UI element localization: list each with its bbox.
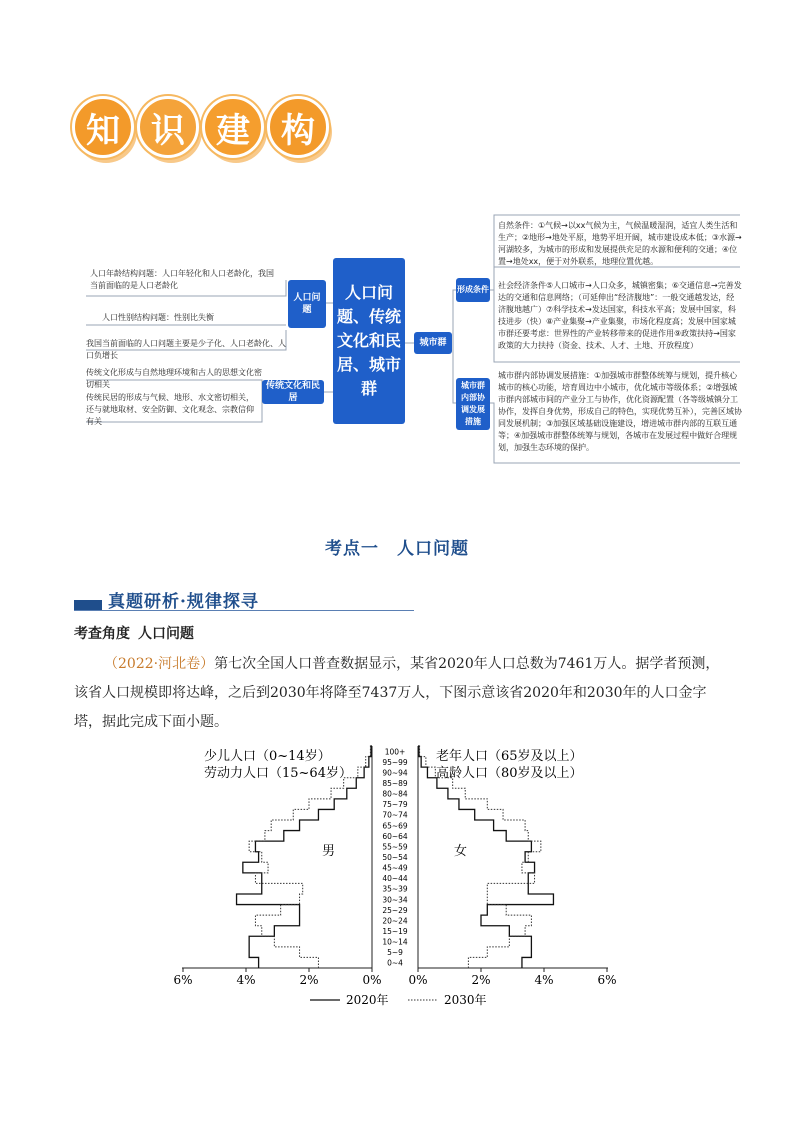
- age-label: 80~84: [382, 789, 408, 799]
- age-label: 40~44: [382, 874, 408, 884]
- kaocha-value: 人口问题: [138, 626, 194, 642]
- mindmap-leaf: 传统文化形成与自然地理环境和古人的思想文化密切相关: [86, 368, 262, 389]
- mindmap-leaf: 人口性别结构问题：性别比失衡: [102, 313, 214, 322]
- section-header-text: 真题研析·规律探寻: [108, 592, 259, 612]
- mindmap-node-coordination: 城市群内部协调发展措施: [456, 378, 490, 430]
- age-label: 60~64: [382, 831, 408, 841]
- banner-char: 构: [267, 96, 329, 158]
- age-label: 70~74: [382, 810, 408, 820]
- age-label: 50~54: [382, 853, 408, 862]
- age-label: 15~19: [382, 927, 408, 936]
- section-header: [74, 592, 414, 611]
- top-left-label: 少儿人口（0~14岁）: [204, 749, 331, 764]
- x-tick-label: 6%: [597, 973, 617, 987]
- age-label: 90~94: [382, 768, 408, 778]
- x-tick-label: 4%: [534, 973, 554, 987]
- age-label: 20~24: [382, 916, 408, 926]
- age-label: 75~79: [382, 800, 408, 810]
- age-label: 5~9: [387, 948, 403, 958]
- population-pyramid-chart: [173, 740, 617, 1010]
- x-tick-label: 6%: [173, 973, 193, 987]
- mindmap-leaf: 我国当前面临的人口问题主要是少子化、人口老龄化、人口负增长: [86, 339, 286, 360]
- question-text: 第七次全国人口普查数据显示，某省2020年人口总数为7461万人。据学者预测，该省人口规模即将达峰，之后到2030年将降至7437万人，下图示意该省2020年和2030年的人口金字塔，据此完成下面小题。: [74, 656, 720, 730]
- x-tick-label: 0%: [362, 973, 382, 987]
- mindmap-leaf: 城市群内部协调发展措施：①加强城市群整体统筹与规划，提升核心城市的核心功能，培育周边中小城市，优化城市等级体系；②增强城市群内部城市间的产业分工与协作，优化资源配置（各等级城镇分工协作，发挥自身优势，形成自己的特色，实现优势互补），完善区域协同发展机制；③加强区域基础设施建设，增进城市群内部的互联互通等；④加强城市群整体统筹与规划，各城市在发展过程中做好合理规划，加强生态环境的保护。: [498, 371, 742, 452]
- age-label: 25~29: [382, 905, 408, 915]
- mindmap-leaf: 人口年龄结构问题：人口年轻化和人口老龄化，我国当前面临的是人口老龄化: [90, 269, 274, 290]
- mindmap-central-node: 人口问题、传统文化和民居、城市群: [333, 258, 405, 424]
- legend-label-2020: 2020年: [346, 993, 389, 1007]
- section-flag-icon: [74, 600, 102, 610]
- pyramid-svg: [173, 740, 617, 1010]
- age-label: 0~4: [387, 958, 403, 968]
- kaocha-angle: [74, 623, 194, 643]
- male-label: 男: [322, 844, 336, 859]
- age-label: 100+: [384, 747, 406, 757]
- x-tick-label: 0%: [408, 973, 428, 987]
- female-label: 女: [454, 844, 468, 859]
- mindmap-node-city: 城市群: [414, 332, 452, 354]
- age-label: 85~89: [382, 779, 408, 788]
- kaodian-title: 考点一 人口问题: [325, 539, 469, 559]
- mindmap-node-culture: 传统文化和民居: [262, 380, 324, 404]
- banner-char: 知: [72, 96, 134, 158]
- age-label: 45~49: [382, 863, 408, 873]
- mindmap-leaf: 传统民居的形成与气候、地形、水文密切相关，还与就地取材、安全防御、文化观念、宗教信仰有关: [86, 393, 254, 426]
- top-right-label: 高龄人口（80岁及以上）: [436, 766, 583, 781]
- legend-label-2030: 2030年: [444, 993, 487, 1007]
- x-tick-label: 2%: [471, 973, 491, 987]
- mindmap-leaf: 社会经济条件⑤人口城市→人口众多，城镇密集；⑥交通信息→完善发达的交通和信息网络；（可延伸出“经济腹地”：一般交通越发达，经济腹地越广）⑦科学技术→发达国家，科技水平高；发展中国家，科技进步（快）⑧产业集聚→产业集聚，市场化程度高；发展中国家城市群还要考虑：世界性的产业转移带来的促进作用⑨政策扶持→国家政策的大力扶持（资金、技术、人才、土地、开放程度）: [498, 281, 742, 350]
- mindmap-node-formation: 形成条件: [456, 278, 490, 302]
- mindmap-node-population: 人口问题: [288, 280, 326, 328]
- question-source: （2022·河北卷）: [104, 656, 215, 672]
- question-paragraph: [74, 650, 724, 737]
- age-label: 30~34: [382, 895, 408, 905]
- age-label: 95~99: [382, 757, 408, 767]
- top-right-label: 老年人口（65岁及以上）: [436, 749, 583, 764]
- age-label: 65~69: [382, 821, 408, 831]
- age-label: 35~39: [382, 884, 408, 894]
- kaocha-label: 考查角度: [74, 626, 130, 642]
- banner-char: 识: [137, 96, 199, 158]
- x-tick-label: 2%: [299, 973, 319, 987]
- banner-char: 建: [202, 96, 264, 158]
- top-left-label: 劳动力人口（15~64岁）: [204, 766, 352, 781]
- age-label: 10~14: [382, 937, 408, 947]
- mindmap-leaf: 自然条件：①气候→以xx气候为主，气候温暖湿润，适宜人类生活和生产；②地形→地处平原，地势平坦开阔，城市建设成本低；③水源→河湖较多，为城市的形成和发展提供充足的水源和便利的交通；④位置→地处xx，便于对外联系，地理位置优越。: [498, 221, 742, 266]
- age-label: 55~59: [382, 842, 408, 852]
- x-tick-label: 4%: [236, 973, 256, 987]
